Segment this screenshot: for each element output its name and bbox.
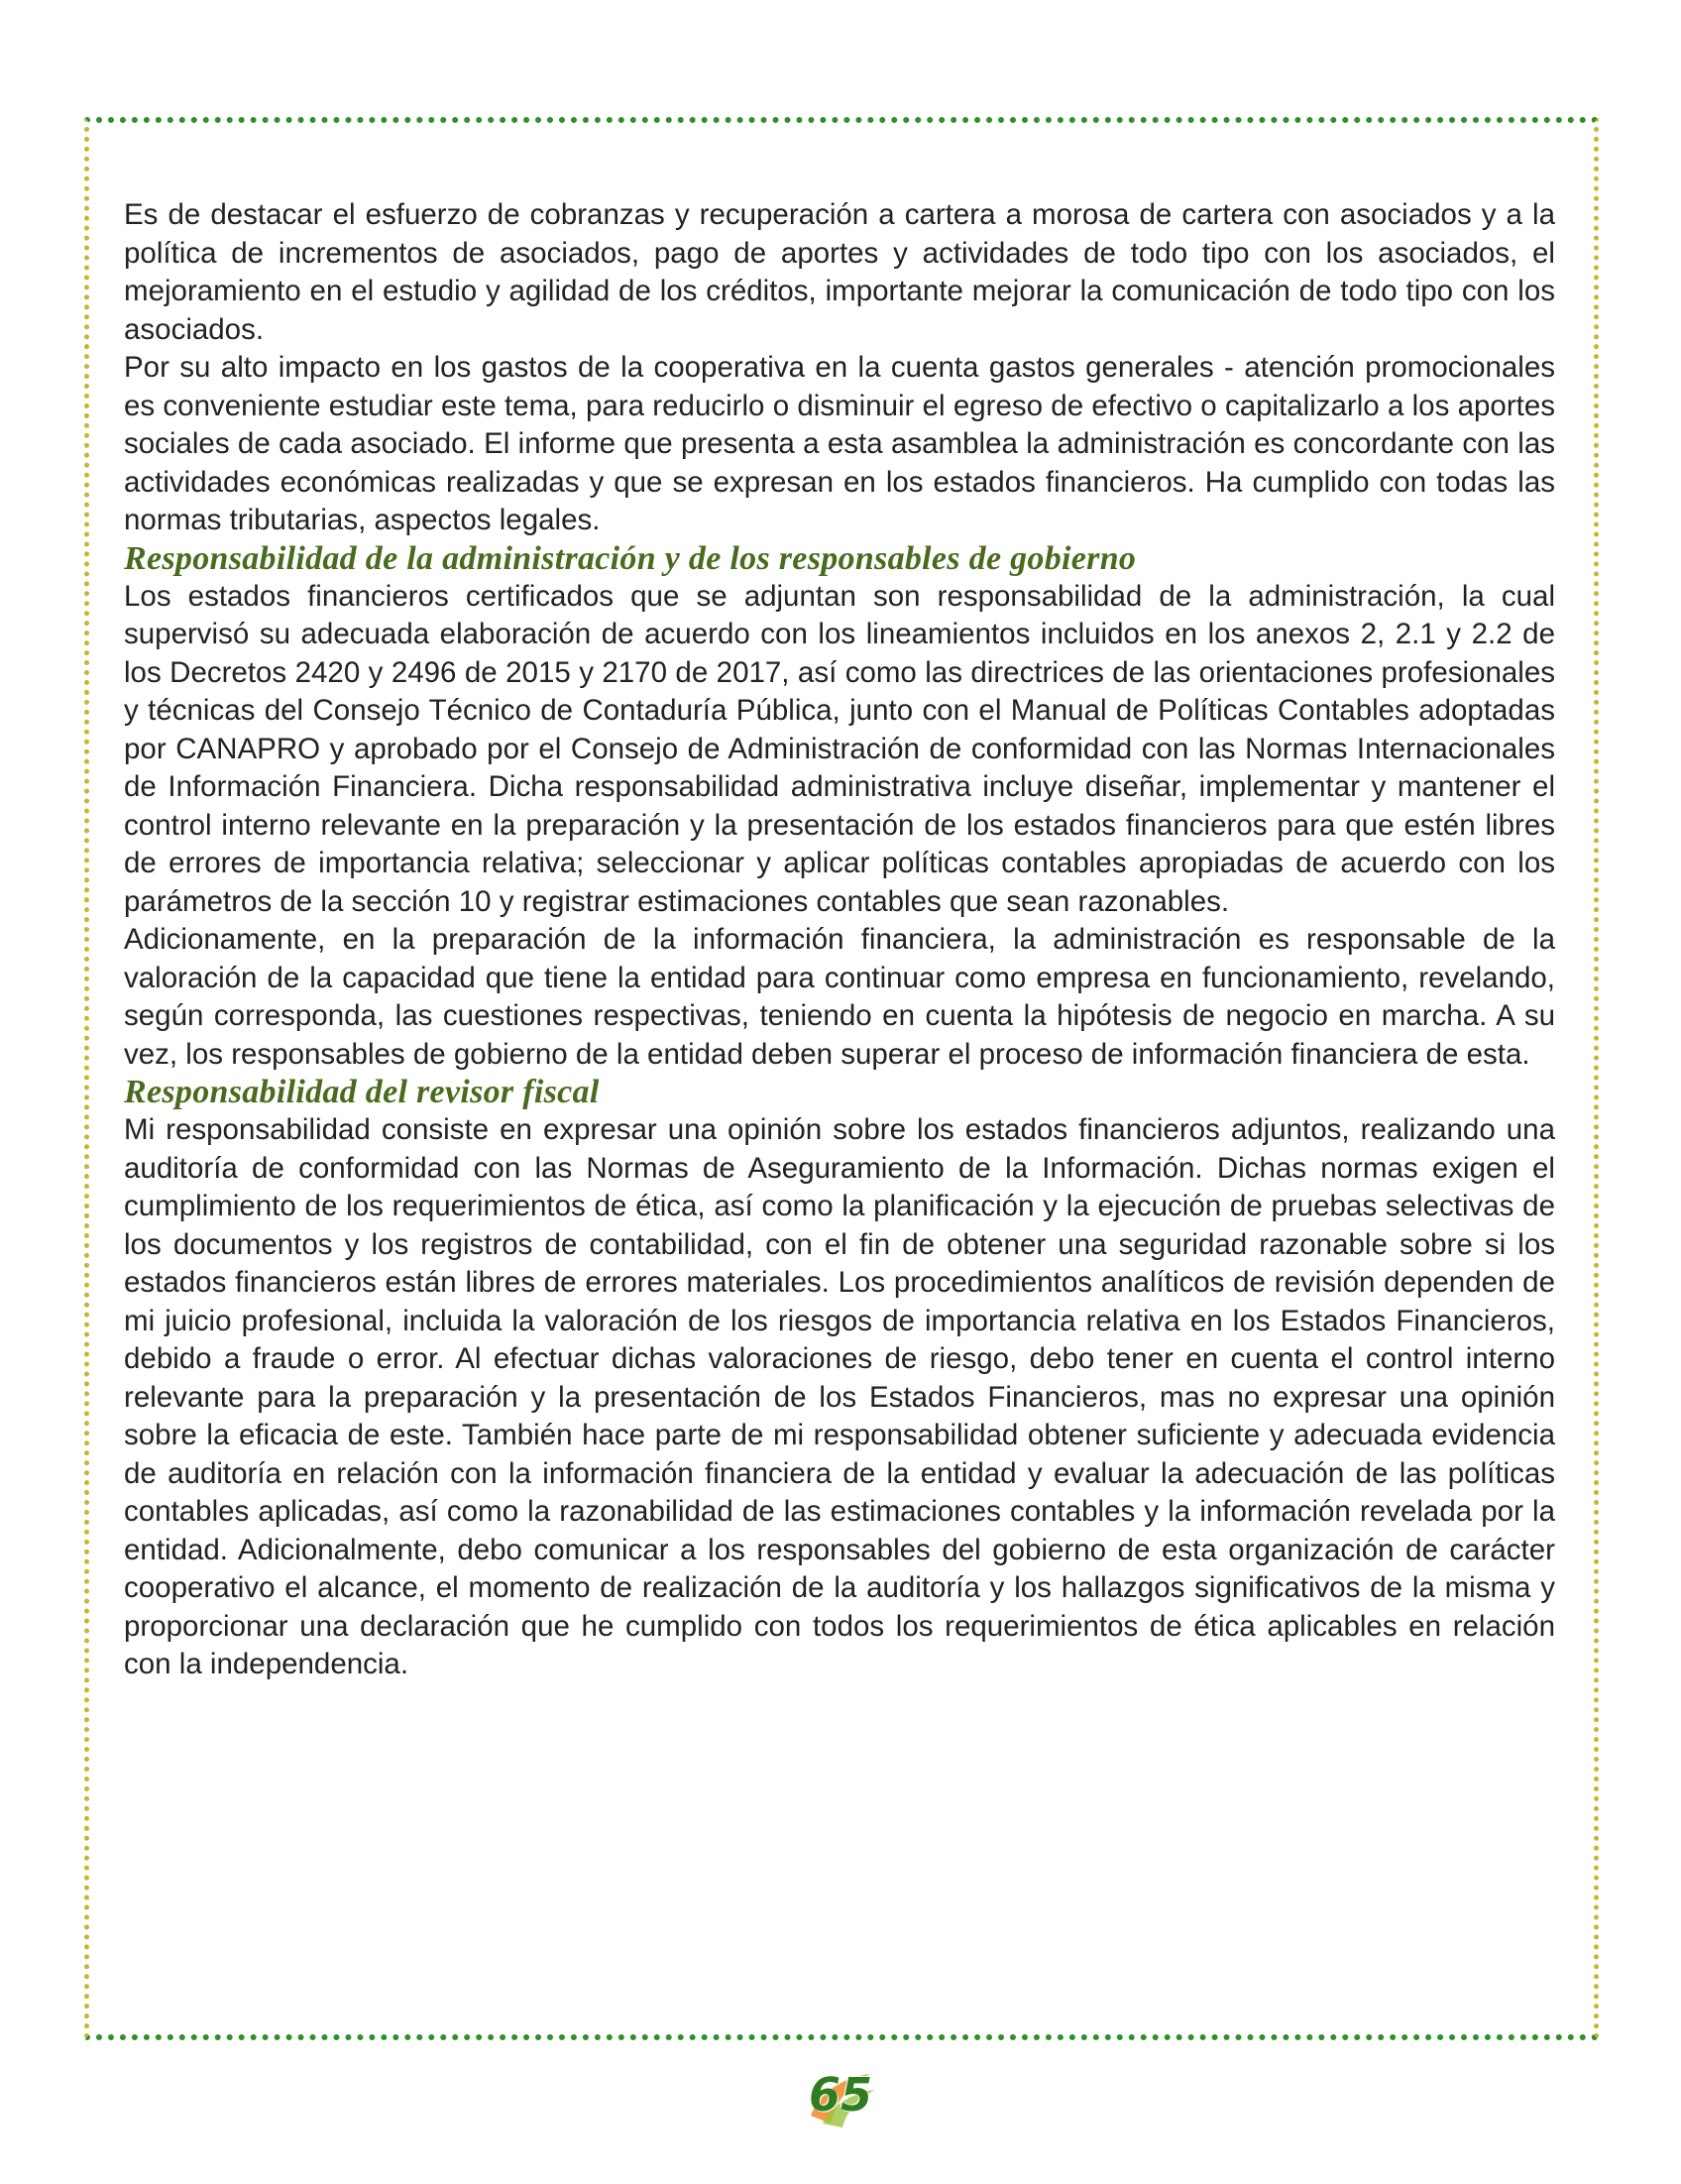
intro-paragraph-1: Es de destacar el esfuerzo de cobranzas y recuperación a cartera a morosa de cartera con asociados y a la política de incrementos de asociados, pago de aportes y actividades de todo tipo con los asociados, el mejoramiento en el estudio y agilidad de los créditos, importante mejorar la comunicación de todo tipo con los asociados. <box>124 198 1555 346</box>
document-body <box>124 196 1555 1684</box>
intro-paragraph-2: Por su alto impacto en los gastos de la cooperativa en la cuenta gastos generales - atención promocionales es conveniente estudiar este tema, para reducirlo o disminuir el egreso de efectivo o capitalizarlo a los aportes sociales de cada asociado. El informe que presenta a esta asamblea la administración es concordante con las actividades económicas realizadas y que se expresan en los estados financieros. Ha cumplido con todas las normas tributarias, aspectos legales. <box>124 351 1555 536</box>
page-number: 65 <box>808 2068 872 2122</box>
page-number-badge <box>801 2064 880 2131</box>
section-heading-revisor-fiscal: Responsabilidad del revisor fiscal <box>124 1074 600 1110</box>
revisor-paragraph-1: Mi responsabilidad consiste en expresar una opinión sobre los estados financieros adjuntos, realizando una auditoría de conformidad con las Normas de Aseguramiento de la Información. Dichas normas exigen el cumplimiento de los requerimientos de ética, así como la planificación y la ejecución de pruebas selectivas de los documentos y los registros de contabilidad, con el fin de obtener una seguridad razonable sobre si los estados financieros están libres de errores materiales. Los procedimientos analíticos de revisión dependen de mi juicio profesional, incluida la valoración de los riesgos de importancia relativa en los Estados Financieros, debido a fraude o error. Al efectuar dichas valoraciones de riesgo, debo tener en cuenta el control interno relevante para la preparación y la presentación de los Estados Financieros, mas no expresar una opinión sobre la eficacia de este. También hace parte de mi responsabilidad obtener suficiente y adecuada evidencia de auditoría en relación con la información financiera de la entidad y evaluar la adecuación de las políticas contables aplicadas, así como la razonabilidad de las estimaciones contables y la información revelada por la entidad. Adicionalmente, debo comunicar a los responsables del gobierno de esta organización de carácter cooperativo el alcance, el momento de realización de la auditoría y los hallazgos significativos de la misma y proporcionar una declaración que he cumplido con todos los requerimientos de ética aplicables en relación con la independencia. <box>124 1113 1555 1680</box>
admin-paragraph-2: Adicionamente, en la preparación de la información financiera, la administración es responsable de la valoración de la capacidad que tiene la entidad para continuar como empresa en funcionamiento, revelando, según corresponda, las cuestiones respectivas, teniendo en cuenta la hipótesis de negocio en marcha. A su vez, los responsables de gobierno de la entidad deben superar el proceso de información financiera de esta. <box>124 923 1555 1071</box>
section-heading-administracion: Responsabilidad de la administración y de los responsables de gobierno <box>124 539 1137 577</box>
admin-paragraph-1: Los estados financieros certificados que se adjuntan son responsabilidad de la administración, la cual supervisó su adecuada elaboración de acuerdo con los lineamientos incluidos en los anexos 2, 2.1 y 2.2 de los Decretos 2420 y 2496 de 2015 y 2170 de 2017, así como las directrices de las orientaciones profesionales y técnicas del Consejo Técnico de Contaduría Pública, junto con el Manual de Políticas Contables adoptadas por CANAPRO y aprobado por el Consejo de Administración de conformidad con las Normas Internacionales de Información Financiera. Dicha responsabilidad administrativa incluye diseñar, implementar y mantener el control interno relevante en la preparación y la presentación de los estados financieros para que estén libres de errores de importancia relativa; seleccionar y aplicar políticas contables apropiadas de acuerdo con los parámetros de la sección 10 y registrar estimaciones contables que sean razonables. <box>124 579 1555 918</box>
